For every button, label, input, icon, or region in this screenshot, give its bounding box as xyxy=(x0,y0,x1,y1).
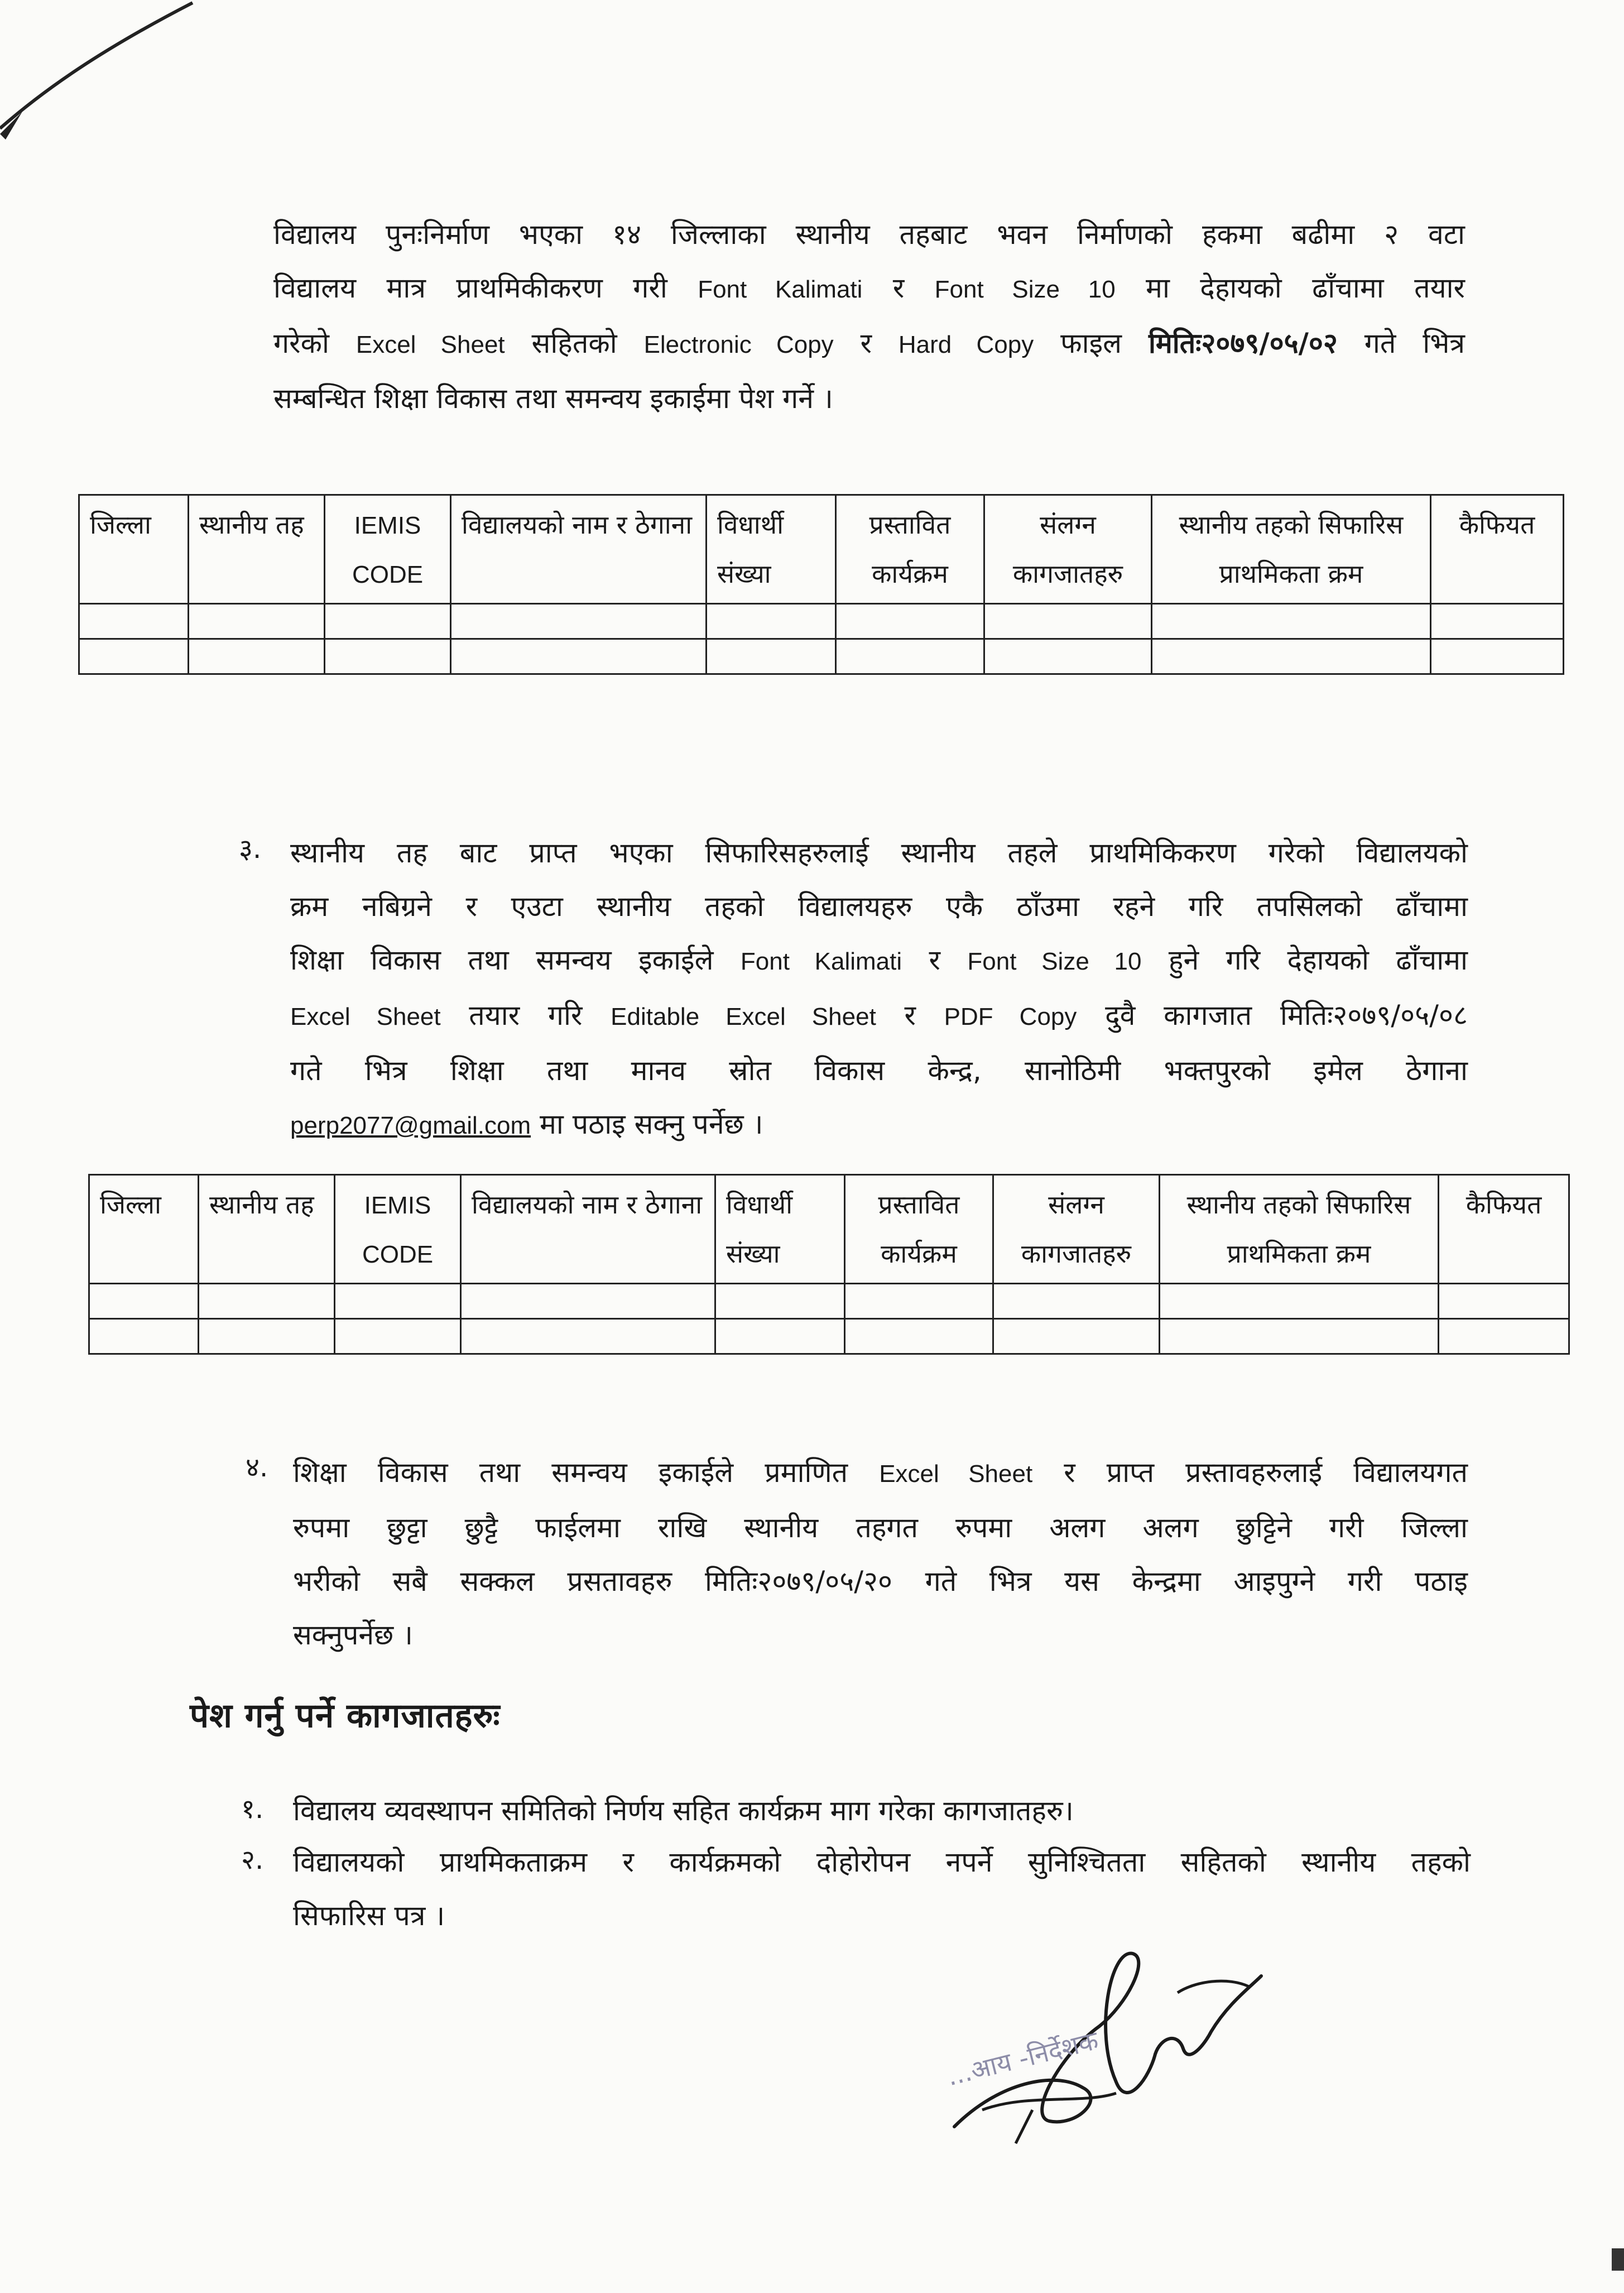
item-3-line-1: स्थानीय तह बाट प्राप्त भएका सिफारिसहरुलाई स्थानीय तहले प्राथमिकिकरण गरेको विद्यालयको xyxy=(290,837,1468,869)
item-3-line-4: Excel Sheet तयार गरि Editable Excel Sheet र PDF Copy दुवै कागजात मितिः२०७९/०५/०८ xyxy=(290,999,1468,1032)
item-3-paragraph xyxy=(290,826,1468,1153)
item-3-line-6: perp2077@gmail.com मा पठाइ सक्नु पर्नेछ । xyxy=(290,1108,763,1140)
header-remarks: कैफियत xyxy=(1439,1175,1569,1284)
header-district: जिल्ला xyxy=(79,495,189,604)
item-3-line-3: शिक्षा विकास तथा समन्वय इकाईले Font Kalimati र Font Size 10 हुने गरि देहायको ढाँचामा xyxy=(290,944,1468,976)
item-3-line-2: क्रम नबिग्रने र एउटा स्थानीय तहको विद्यालयहरु एकै ठाँउमा रहने गरि तपसिलको ढाँचामा xyxy=(290,890,1468,923)
item-4-line-3: भरीको सबै सक्कल प्रसतावहरु मितिः२०७९/०५/२० गते भित्र यस केन्द्रमा आइपुग्ने गरी पठाइ xyxy=(293,1565,1468,1598)
page-corner-mark xyxy=(0,0,201,145)
header-attached-docs: संलग्न कागजातहरु xyxy=(993,1175,1160,1284)
doc-2-line-2: सिफारिस पत्र । xyxy=(293,1899,445,1932)
header-student-count: विधार्थी संख्या xyxy=(715,1175,845,1284)
table-row xyxy=(89,1284,1569,1319)
item-4-line-4: सक्नुपर्नेछ । xyxy=(293,1619,413,1651)
table-row xyxy=(89,1319,1569,1354)
page-edge-mark xyxy=(1612,2248,1624,2271)
header-recommendation-priority: स्थानीय तहको सिफारिस प्राथमिकता क्रम xyxy=(1160,1175,1439,1284)
item-4-paragraph xyxy=(293,1446,1468,1662)
header-school-name: विद्यालयको नाम र ठेगाना xyxy=(451,495,707,604)
doc-2-line-1: विद्यालयको प्राथमिकताक्रम र कार्यक्रमको दोहोरोपन नपर्ने सुनिश्चितता सहितको स्थानीय तहको xyxy=(293,1846,1471,1878)
intro-paragraph xyxy=(273,208,1465,425)
documents-heading: पेश गर्नु पर्ने कागजातहरुः xyxy=(190,1696,501,1735)
item-3-number: ३. xyxy=(239,833,262,865)
submission-table-1 xyxy=(78,494,1564,675)
header-iemis-code: IEMIS CODE xyxy=(335,1175,461,1284)
header-local-level: स्थानीय तह xyxy=(189,495,325,604)
intro-line-1: विद्यालय पुनःनिर्माण भएका १४ जिल्लाका स्थानीय तहबाट भवन निर्माणको हकमा बढीमा २ वटा xyxy=(273,218,1465,251)
doc-2-text xyxy=(293,1835,1471,1942)
header-iemis-code: IEMIS CODE xyxy=(325,495,451,604)
header-recommendation-priority: स्थानीय तहको सिफारिस प्राथमिकता क्रम xyxy=(1152,495,1431,604)
intro-line-2: विद्यालय मात्र प्राथमिकीकरण गरी Font Kalimati र Font Size 10 मा देहायको ढाँचामा तयार xyxy=(273,272,1465,304)
table-header-row xyxy=(79,495,1564,604)
submission-table-2 xyxy=(88,1174,1570,1355)
header-remarks: कैफियत xyxy=(1431,495,1564,604)
intro-line-3: गरेको Excel Sheet सहितको Electronic Copy र Hard Copy फाइल मितिः२०७९/०५/०२ गते भित्र xyxy=(273,327,1465,359)
header-student-count: विधार्थी संख्या xyxy=(707,495,836,604)
doc-1-number: १. xyxy=(241,1793,264,1825)
header-proposed-program: प्रस्तावित कार्यक्रम xyxy=(845,1175,993,1284)
table-row xyxy=(79,604,1564,639)
doc-2-number: २. xyxy=(241,1844,264,1875)
intro-line-4: सम्बन्धित शिक्षा विकास तथा समन्वय इकाईमा पेश गर्ने । xyxy=(273,382,833,415)
table-row xyxy=(79,639,1564,674)
header-proposed-program: प्रस्तावित कार्यक्रम xyxy=(836,495,984,604)
header-local-level: स्थानीय तह xyxy=(199,1175,335,1284)
header-district: जिल्ला xyxy=(89,1175,199,1284)
doc-1-line-1: विद्यालय व्यवस्थापन समितिको निर्णय सहित कार्यक्रम माग गरेका कागजातहरु। xyxy=(293,1795,1074,1827)
table-header-row xyxy=(89,1175,1569,1284)
item-4-line-1: शिक्षा विकास तथा समन्वय इकाईले प्रमाणित Excel Sheet र प्राप्त प्रस्तावहरुलाई विद्यालयगत xyxy=(293,1456,1468,1489)
item-4-line-2: रुपमा छुट्टा छुट्टै फाईलमा राखि स्थानीय तहगत रुपमा अलग अलग छुट्टिने गरी जिल्ला xyxy=(293,1512,1468,1544)
doc-1-text xyxy=(293,1784,1471,1838)
signature-stamp: ...आय -निर्देशक xyxy=(944,2025,1102,2092)
header-school-name: विद्यालयको नाम र ठेगाना xyxy=(461,1175,715,1284)
email-address: perp2077@gmail.com xyxy=(290,1112,531,1139)
item-4-number: ४. xyxy=(246,1452,268,1483)
header-attached-docs: संलग्न कागजातहरु xyxy=(984,495,1152,604)
item-3-line-5: गते भित्र शिक्षा तथा मानव स्रोत विकास केन्द्र, सानोठिमी भक्तपुरको इमेल ठेगाना xyxy=(290,1054,1468,1087)
